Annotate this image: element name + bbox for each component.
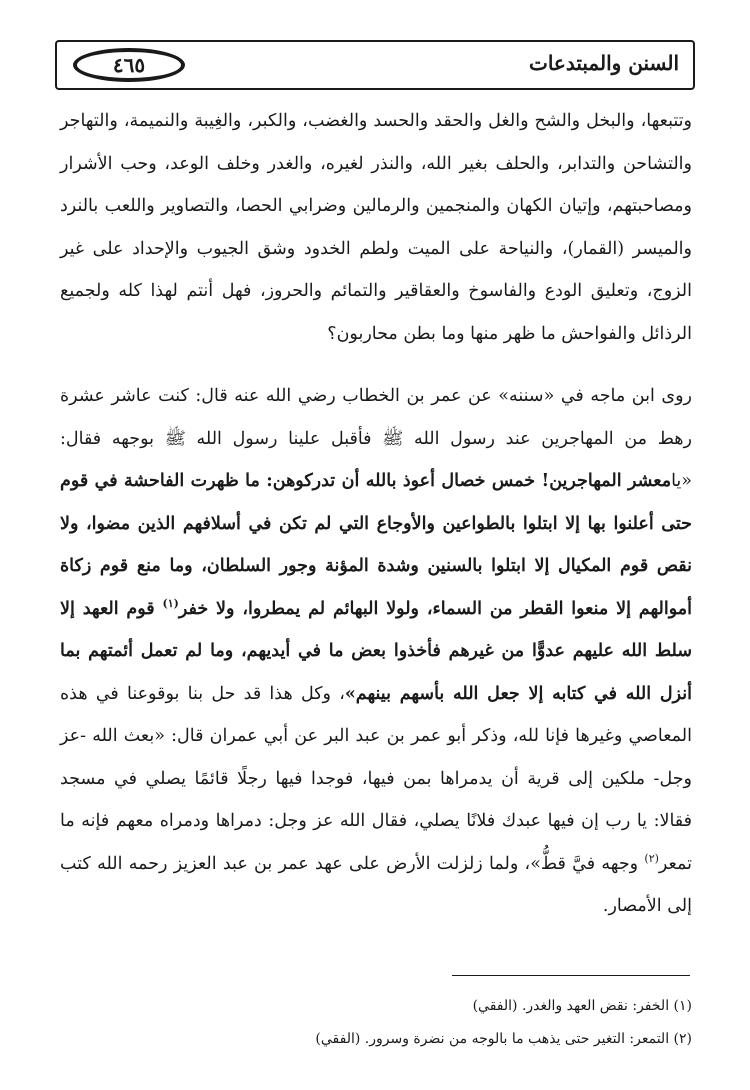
chapter-title: السنن والمبتدعات <box>528 51 679 75</box>
footnote-1: (١) الخفر: نقض العهد والغدر. (الفقي) <box>472 998 692 1014</box>
body-text <box>60 100 692 928</box>
footnote-ref-2: (٢) <box>644 851 659 865</box>
page-number: ٤٦٥ <box>73 48 185 82</box>
hadith-intro: روى ابن ماجه في «سننه» عن عمر بن الخطاب رضي الله عنه قال: كنت عاشر عشرة رهط من المهاجرين عند رسول الله ﷺ فأقبل علينا رسول الله ﷺ بوجهه فقال: «يا <box>60 386 692 491</box>
footnote-2: (٢) التمعر: التغير حتى يذهب ما بالوجه من نضرة وسرور. (الفقي) <box>315 1031 692 1047</box>
paragraph-2-continuation: ، وكل هذا قد حل بنا بوقوعنا في هذه المعاصي وغيرها فإنا لله، وذكر أبو عمر بن عبد البر عن أبي عمران قال: «بعث الله -عز وجل- ملكين إلى قرية أن يدمراها بمن فيها، فوجدا فيها رجلًا قائمًا يصلي في مسجد فقالا: يا رب إن فيها عبدك فلانًا يصلي، فقال الله عز وجل: دمراها ودمراه معهم فإنه ما تمعر <box>60 683 692 874</box>
footnotes <box>60 990 692 1056</box>
paragraph-2 <box>60 375 692 928</box>
page-header <box>55 40 695 90</box>
footnote-divider <box>452 975 690 976</box>
paragraph-2-ending: وجهه فيَّ قطُّ»، ولما زلزلت الأرض على عهد عمر بن عبد العزيز رحمه الله كتب إلى الأمصار. <box>60 853 692 916</box>
footnote-ref-1: (١) <box>162 596 179 610</box>
hadith-text-part-1: معشر المهاجرين! خمس خصال أعوذ بالله أن تدركوهن: ما ظهرت الفاحشة في قوم حتى أعلنوا بها إلا ابتلوا بالطواعين والأوجاع التي لم تكن في أسلافهم الذين مضوا، ولا نقص قوم المكيال إلا ابتلوا بالسنين وشدة المؤنة وجور السلطان، وما منع قوم زكاة أموالهم إلا منعوا القطر من السماء، ولولا البهائم لم يمطروا، ولا خفر$^{(١)}$ قوم العهد إلا سلط الله عليهم عدوًّا من غيرهم فأخذوا بعض ما في أيديهم، وما لم تعمل أئمتهم بما أنزل الله في كتابه إلا جعل الله بأسهم بينهم» <box>60 471 692 704</box>
paragraph-1: وتتبعها، والبخل والشح والغل والحقد والحسد والغضب، والكبر، والغِيبة والنميمة، والتهاجر والتشاحن والتدابر، والحلف بغير الله، والنذر لغيره، والغدر وخلف الوعد، وحب الأشرار ومصاحبتهم، وإتيان الكهان والمنجمين والرمالين وضرابي الحصا، والتصاوير واللعب بالنرد والميسر (القمار)، والنياحة على الميت ولطم الخدود وشق الجيوب والإحداد على غير الزوج، وتعليق الودع والفاسوخ والعقاقير والتمائم والحروز، فهل أنتم لهذا كله ولجميع الرذائل والفواحش ما ظهر منها وما بطن محاربون؟ <box>60 111 692 344</box>
